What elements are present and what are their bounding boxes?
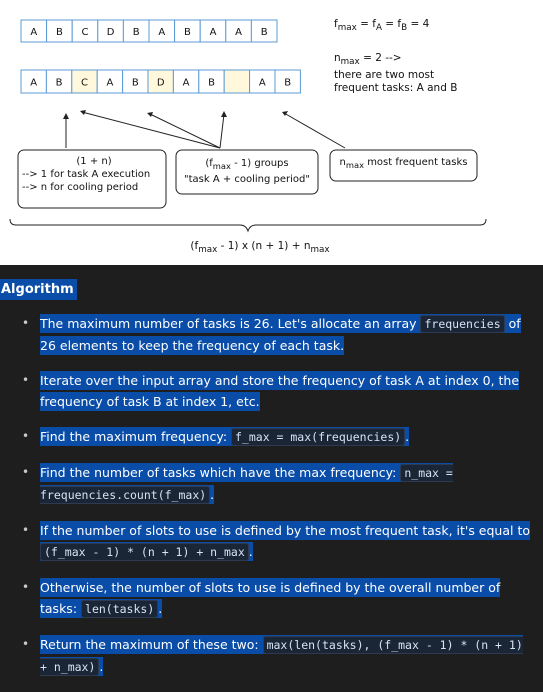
- step-text: Return the maximum of these two:: [40, 637, 263, 652]
- top-row-letter: C: [81, 27, 89, 38]
- fmax-note: [334, 18, 539, 38]
- box1-line1: (1 + n): [76, 156, 112, 167]
- nmax-note-line3: frequent tasks: A and B: [334, 82, 458, 95]
- top-row-letter: D: [106, 27, 115, 38]
- bottom-row-letter: B: [284, 77, 292, 89]
- step-text: Iterate over the input array and store the frequency of task A at index 0, the frequency of task B at index 1, etc.: [40, 373, 520, 409]
- arrow-groups-3: [220, 114, 224, 148]
- inline-code: len(tasks): [81, 600, 158, 618]
- arrow-to-last-group: [284, 113, 345, 148]
- step-text: Otherwise, the number of slots to use is defined by the overall number of tasks:: [40, 580, 501, 616]
- nmax-note: [334, 52, 539, 102]
- top-row-letter: A: [158, 27, 166, 38]
- algorithm-step: [0, 462, 543, 506]
- formula-text: $(f_{max} - 1)$ x $(n + 1) + n_{max}$: [190, 240, 330, 256]
- arrow-heads: [63, 110, 288, 119]
- diagram-arrows: [63, 110, 345, 148]
- bottom-row-letter: B: [208, 77, 215, 89]
- fmax-note-text: $f_{max} = f_A = f_B = 4$: [334, 18, 430, 34]
- bottom-row-letter: A: [106, 77, 114, 89]
- step-text: .: [99, 659, 104, 674]
- algorithm-step: [0, 313, 543, 356]
- top-row-letter: B: [183, 27, 191, 38]
- box2-line1: $(f_{max} - 1)$ groups: [205, 158, 289, 171]
- top-task-row: [21, 20, 277, 42]
- algorithm-step: [0, 426, 543, 448]
- step-text: .: [210, 487, 215, 502]
- step-text: If the number of slots to use is defined by the most frequent task, it's equal to: [40, 523, 531, 538]
- box1-line2: --> 1 for task A execution: [22, 169, 151, 180]
- scheduled-task-row: [21, 70, 300, 93]
- inline-code: max(len(tasks), (f_max - 1) * (n + 1) + n_max): [40, 638, 523, 674]
- diagram-canvas: [0, 0, 543, 265]
- box-nmax-text: [330, 157, 477, 179]
- step-text: .: [158, 601, 163, 616]
- algorithm-step: [0, 370, 543, 412]
- top-row-letter: A: [30, 27, 38, 38]
- top-row-letter: B: [132, 27, 140, 38]
- step-text: The maximum number of tasks is 26. Let's allocate an array: [40, 316, 421, 331]
- step-text: Find the number of tasks which have the max frequency:: [40, 465, 401, 480]
- step-text: .: [248, 544, 253, 559]
- bottom-row-cell: [224, 70, 249, 93]
- algorithm-heading: Algorithm: [0, 279, 77, 300]
- bottom-row-letter: A: [30, 77, 38, 89]
- step-text: of 26 elements to keep the frequency of each task.: [40, 316, 521, 353]
- arrow-groups-1: [82, 112, 220, 148]
- inline-code: frequencies: [420, 315, 504, 333]
- nmax-note-line2: there are two most: [334, 69, 435, 82]
- box1-line3: --> n for cooling period: [22, 182, 139, 193]
- inline-code: (f_max - 1) * (n + 1) + n_max: [40, 543, 249, 561]
- box-group-count-text: [176, 157, 318, 193]
- task-scheduler-diagram: [0, 0, 543, 265]
- algorithm-step: [0, 634, 543, 678]
- step-text: .: [405, 429, 410, 444]
- top-row-letter: A: [209, 27, 217, 38]
- algorithm-step: [0, 520, 543, 563]
- inline-code: n_max = frequencies.count(f_max): [40, 466, 453, 502]
- nmax-note-line1: $n_{max} = 2$ -->: [334, 52, 402, 68]
- algorithm-step: [0, 577, 543, 620]
- bottom-row-letter: B: [55, 77, 63, 89]
- bottom-row-letter: A: [182, 77, 190, 89]
- bottom-row-letter: C: [81, 77, 88, 89]
- arrow-groups-2: [150, 114, 220, 148]
- bottom-row-letter: B: [131, 77, 139, 89]
- bottom-row-letter: A: [258, 77, 266, 89]
- step-text: Find the maximum frequency:: [40, 429, 231, 444]
- box-group-size-text: [18, 155, 166, 207]
- bottom-row-letter: D: [156, 77, 165, 89]
- box2-line2: "task A + cooling period": [183, 174, 310, 185]
- top-row-letter: B: [260, 27, 268, 38]
- algorithm-steps: [0, 313, 543, 692]
- inline-code: f_max = max(frequencies): [231, 428, 405, 446]
- formula: [150, 240, 370, 262]
- box3-line1: $n_{max}$ most frequent tasks: [339, 157, 468, 170]
- top-row-letter: A: [235, 27, 243, 38]
- top-row-letter: B: [55, 27, 63, 38]
- formula-brace: [10, 219, 486, 231]
